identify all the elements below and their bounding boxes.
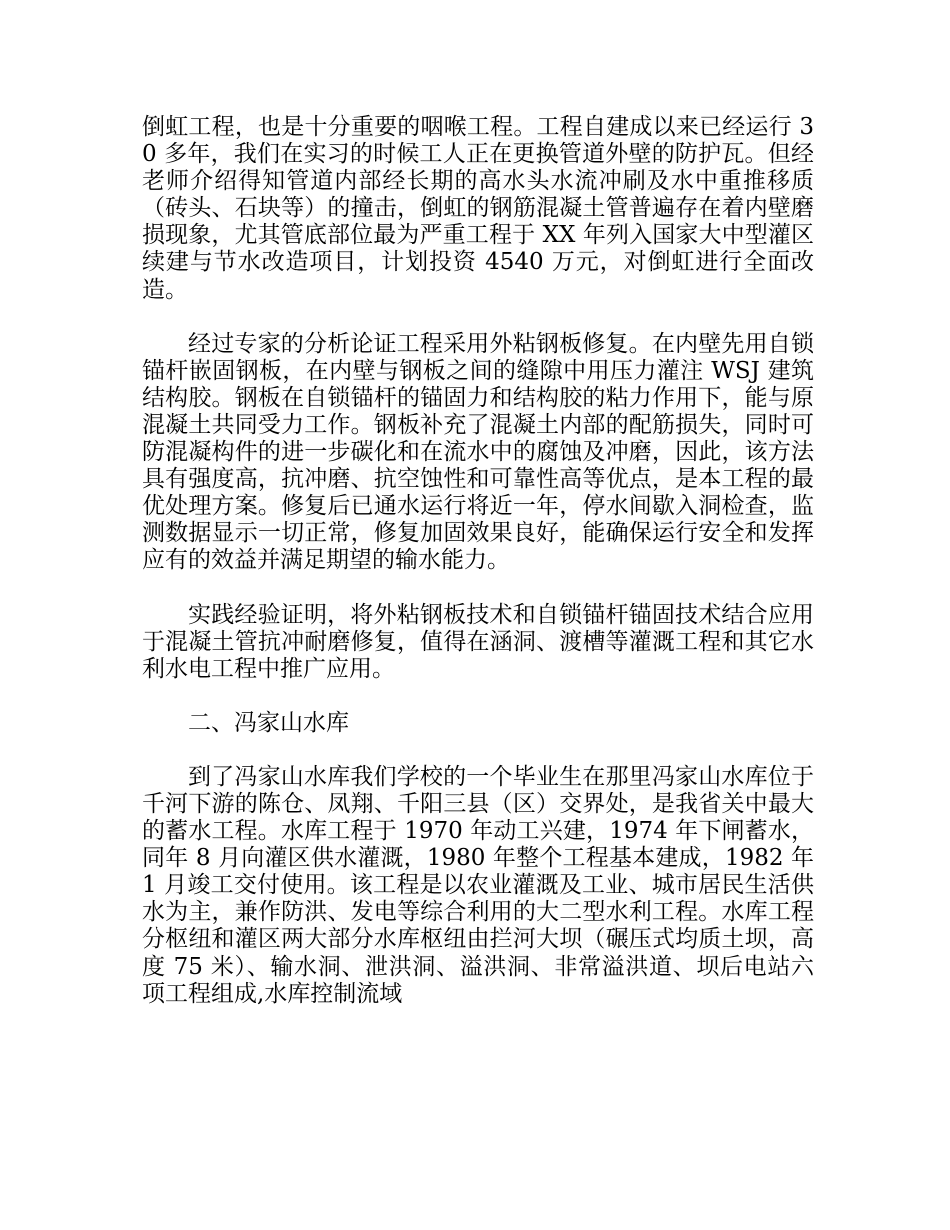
paragraph-steel-plate-repair: 经过专家的分析论证工程采用外粘钢板修复。在内壁先用自锁锚杆嵌固钢板，在内壁与钢板之间的缝隙中用压力灌注 WSJ 建筑结构胶。钢板在自锁锚杆的锚固力和结构胶的粘力作用下，能与原混凝土共同受力工作。钢板补充了混凝土内部的配筋损失，同时可防混凝构件的进一步碳化和在流水中的腐蚀及冲磨，因此，该方法具有强度高，抗冲磨、抗空蚀性和可靠性高等优点，是本工程的最优处理方案。修复后已通水运行将近一年，停水间歇入洞检查，监测数据显示一切正常，修复加固效果良好，能确保运行安全和发挥应有的效益并满足期望的输水能力。 — [142, 330, 814, 574]
paragraph-fengjiashan-reservoir: 到了冯家山水库我们学校的一个毕业生在那里冯家山水库位于千河下游的陈仓、凤翔、千阳三县（区）交界处，是我省关中最大的蓄水工程。水库工程于 1970 年动工兴建，1974 年下闸蓄水，同年 8 月向灌区供水灌溉，1980 年整个工程基本建成，1982 年 1 月竣工交付使用。该工程是以农业灌溉及工业、城市居民生活供水为主，兼作防洪、发电等综合利用的大二型水利工程。水库工程分枢纽和灌区两大部分水库枢纽由拦河大坝（碾压式均质土坝，高度 75 米）、输水洞、泄洪洞、溢洪洞、非常溢洪道、坝后电站六项工程组成,水库控制流域 — [142, 763, 814, 1007]
document-page — [142, 114, 814, 1035]
paragraph-inverted-siphon: 倒虹工程，也是十分重要的咽喉工程。工程自建成以来已经运行 30 多年，我们在实习的时候工人正在更换管道外壁的防护瓦。但经老师介绍得知管道内部经长期的高水头水流冲刷及水中重推移质（砖头、石块等）的撞击，倒虹的钢筋混凝土管普遍存在着内壁磨损现象，尤其管底部位最为严重工程于 XX 年列入国家大中型灌区续建与节水改造项目，计划投资 4540 万元，对倒虹进行全面改造。 — [142, 114, 814, 303]
section-heading: 二、冯家山水库 — [188, 709, 349, 736]
paragraph-practice-conclusion: 实践经验证明，将外粘钢板技术和自锁锚杆锚固技术结合应用于混凝土管抗冲耐磨修复，值得在涵洞、渡槽等灌溉工程和其它水利水电工程中推广应用。 — [142, 601, 814, 682]
